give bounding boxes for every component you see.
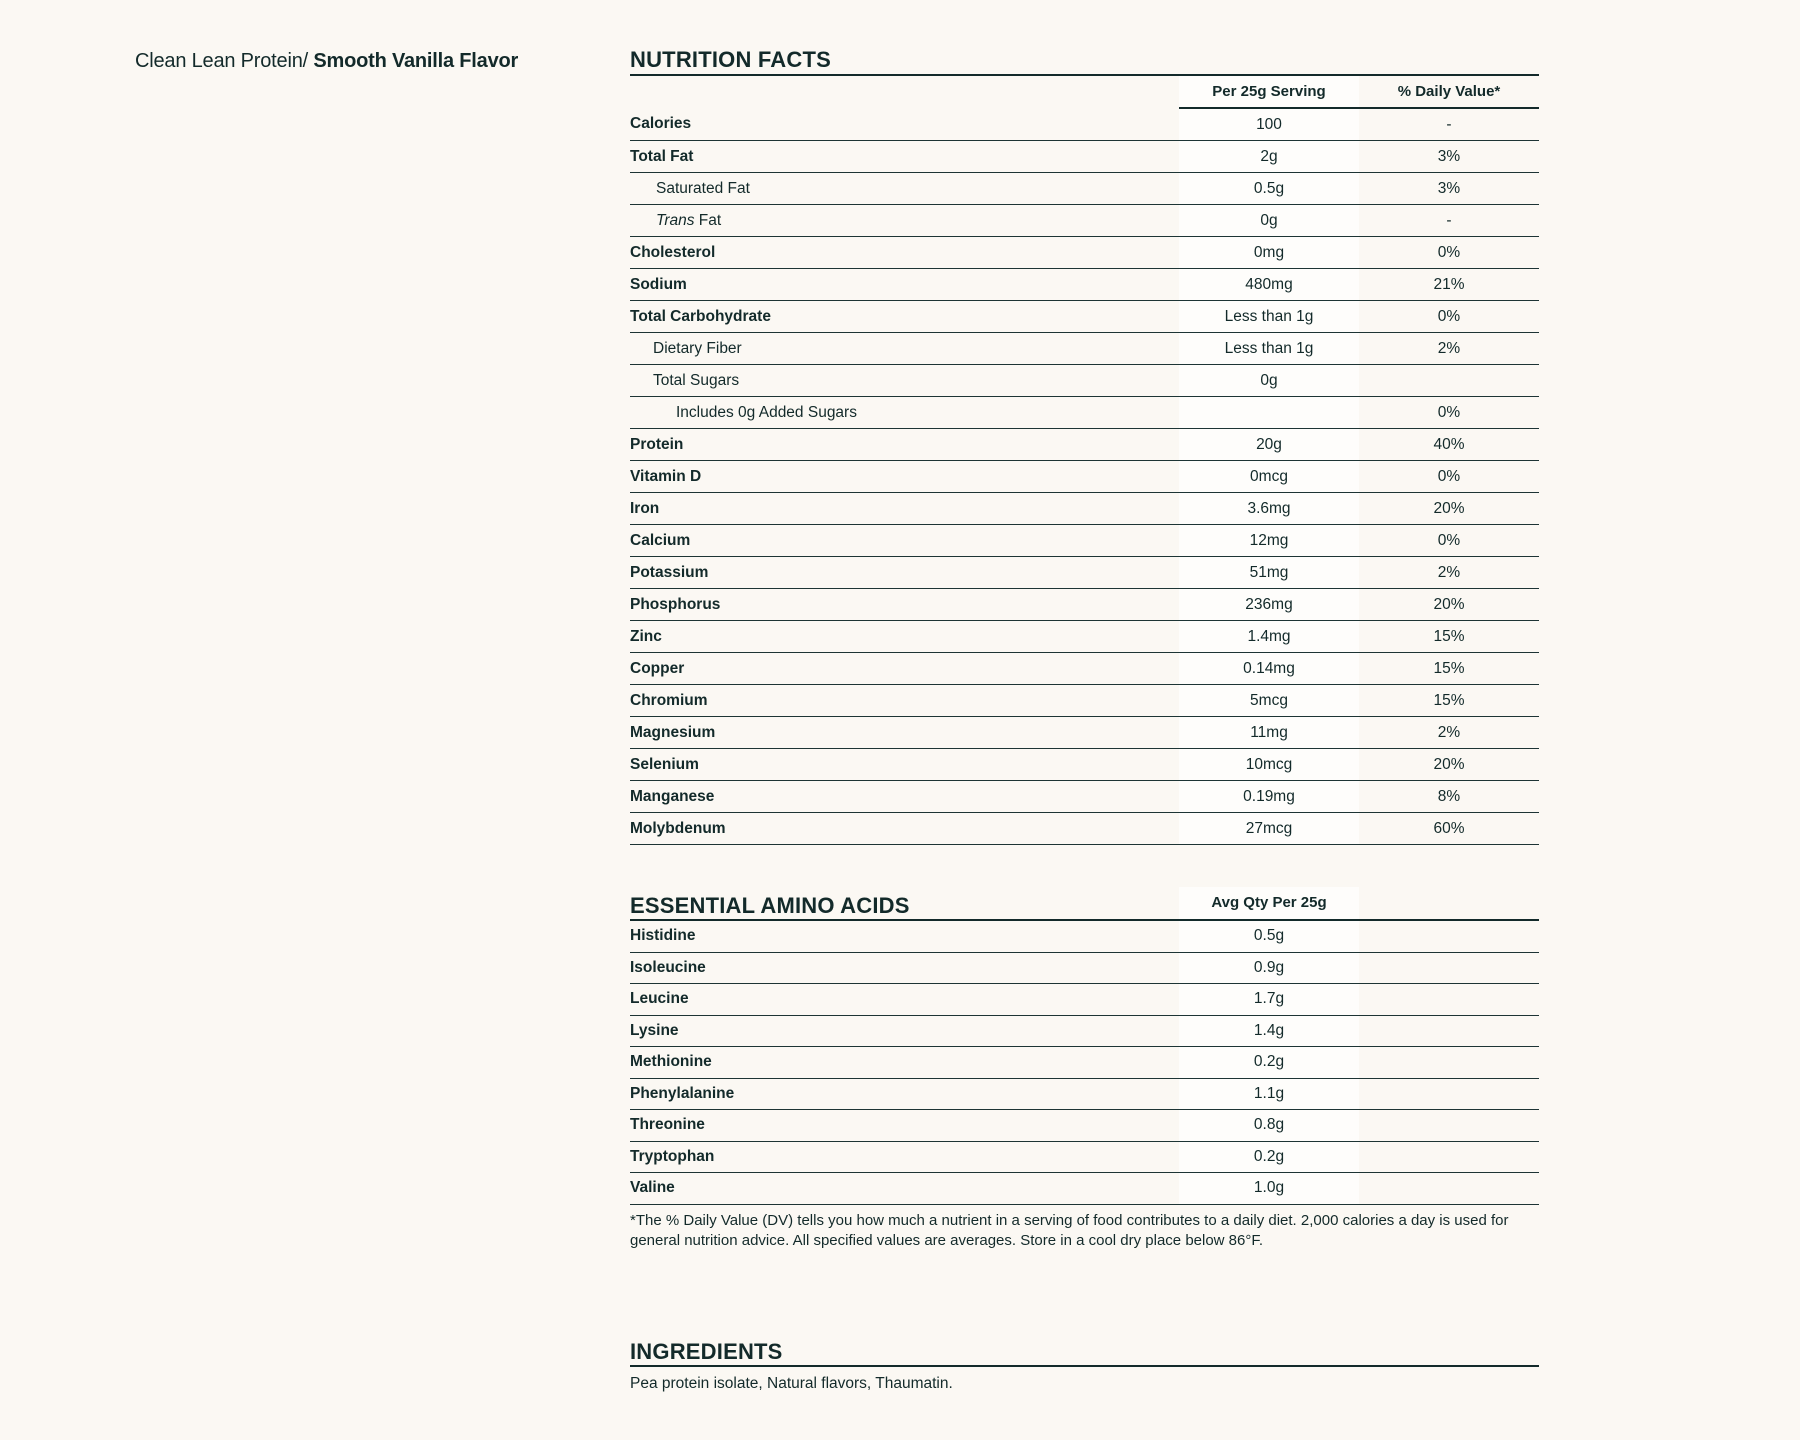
nutrition-row	[630, 108, 1539, 141]
nutrient-name: Zinc	[630, 621, 1179, 653]
amino-acid-name: Lysine	[630, 1015, 1179, 1047]
nutrient-daily-value: 3%	[1359, 173, 1539, 205]
serving-column-header: Per 25g Serving	[1179, 76, 1359, 108]
nutrient-name: Iron	[630, 493, 1179, 525]
nutrient-name	[630, 205, 1179, 237]
nutrient-amount: 51mg	[1179, 557, 1359, 589]
amino-acid-row	[630, 921, 1539, 952]
ingredients-text: Pea protein isolate, Natural flavors, Thaumatin.	[630, 1375, 953, 1392]
nutrient-name: Cholesterol	[630, 237, 1179, 269]
nutrient-name: Phosphorus	[630, 589, 1179, 621]
nutrient-name: Protein	[630, 429, 1179, 461]
nutrient-name: Vitamin D	[630, 461, 1179, 493]
amino-acid-empty-cell	[1359, 1141, 1539, 1173]
amino-acids-title: ESSENTIAL AMINO ACIDS	[630, 893, 910, 918]
nutrient-daily-value: 8%	[1359, 781, 1539, 813]
nutrient-daily-value: -	[1359, 108, 1539, 141]
nutrient-daily-value: 60%	[1359, 813, 1539, 845]
nutrition-row	[630, 173, 1539, 205]
nutrient-daily-value: 15%	[1359, 653, 1539, 685]
amino-acid-empty-cell	[1359, 1078, 1539, 1110]
amino-acid-empty-cell	[1359, 921, 1539, 952]
amino-acid-name: Tryptophan	[630, 1141, 1179, 1173]
nutrient-daily-value: 0%	[1359, 301, 1539, 333]
product-line: Clean Lean Protein/	[135, 50, 314, 72]
amino-acid-amount: 0.5g	[1179, 921, 1359, 952]
nutrient-name: Molybdenum	[630, 813, 1179, 845]
amino-acids-panel	[630, 887, 1539, 1251]
nutrient-daily-value: 2%	[1359, 333, 1539, 365]
nutrient-name: Manganese	[630, 781, 1179, 813]
nutrient-amount: 0g	[1179, 205, 1359, 237]
amino-acid-amount: 0.2g	[1179, 1047, 1359, 1079]
nutrient-amount: 10mcg	[1179, 749, 1359, 781]
ingredients-rule	[630, 1365, 1539, 1367]
amino-qty-column-header: Avg Qty Per 25g	[1179, 887, 1359, 919]
nutrient-daily-value: 21%	[1359, 269, 1539, 301]
amino-acids-table	[630, 921, 1539, 1205]
nutrition-row	[630, 333, 1539, 365]
nutrient-daily-value: 0%	[1359, 461, 1539, 493]
ingredients-panel	[630, 1341, 1539, 1393]
nutrition-row	[630, 141, 1539, 173]
nutrient-amount: 27mcg	[1179, 813, 1359, 845]
ingredients-header	[630, 1341, 1539, 1365]
amino-acid-amount: 1.7g	[1179, 984, 1359, 1016]
nutrition-row	[630, 557, 1539, 589]
nutrition-row	[630, 621, 1539, 653]
amino-acid-amount: 1.1g	[1179, 1078, 1359, 1110]
nutrient-name-italic: Trans	[656, 211, 695, 229]
nutrient-daily-value: 20%	[1359, 749, 1539, 781]
amino-acid-row	[630, 1110, 1539, 1142]
nutrient-amount: 0mcg	[1179, 461, 1359, 493]
nutrition-table	[630, 76, 1539, 845]
nutrient-name: Calcium	[630, 525, 1179, 557]
nutrient-amount: 236mg	[1179, 589, 1359, 621]
nutrient-daily-value: 20%	[1359, 589, 1539, 621]
amino-acid-name: Threonine	[630, 1110, 1179, 1142]
product-name	[135, 50, 518, 73]
amino-acid-empty-cell	[1359, 1047, 1539, 1079]
nutrient-daily-value: 0%	[1359, 525, 1539, 557]
nutrient-name: Dietary Fiber	[630, 333, 1179, 365]
nutrient-name: Chromium	[630, 685, 1179, 717]
nutrition-row	[630, 461, 1539, 493]
nutrition-row	[630, 717, 1539, 749]
nutrient-amount: 2g	[1179, 141, 1359, 173]
nutrition-facts-panel	[630, 49, 1539, 845]
daily-value-footnote: *The % Daily Value (DV) tells you how much a nutrient in a serving of food contributes to a daily diet. 2,000 calories a day is used for general nutrition advice. All specified values are averages. Store in a cool dry place below 86°F.	[630, 1211, 1509, 1249]
nutrition-row	[630, 397, 1539, 429]
nutrient-daily-value: 2%	[1359, 557, 1539, 589]
nutrient-daily-value	[1359, 365, 1539, 397]
nutrient-amount: 0.14mg	[1179, 653, 1359, 685]
amino-acid-amount: 0.9g	[1179, 952, 1359, 984]
amino-acid-name: Isoleucine	[630, 952, 1179, 984]
nutrient-daily-value: 40%	[1359, 429, 1539, 461]
amino-acid-amount: 1.0g	[1179, 1173, 1359, 1205]
nutrient-amount: 0mg	[1179, 237, 1359, 269]
nutrient-daily-value: 3%	[1359, 141, 1539, 173]
nutrient-amount: 11mg	[1179, 717, 1359, 749]
nutrient-daily-value: 0%	[1359, 397, 1539, 429]
amino-acid-name: Histidine	[630, 921, 1179, 952]
nutrient-amount: 480mg	[1179, 269, 1359, 301]
amino-acid-row	[630, 952, 1539, 984]
nutrient-amount	[1179, 397, 1359, 429]
nutrition-row	[630, 237, 1539, 269]
nutrient-name: Copper	[630, 653, 1179, 685]
nutrient-daily-value: -	[1359, 205, 1539, 237]
nutrition-row	[630, 301, 1539, 333]
nutrient-amount: 0g	[1179, 365, 1359, 397]
amino-acid-empty-cell	[1359, 1173, 1539, 1205]
amino-acid-row	[630, 984, 1539, 1016]
nutrient-amount: 5mcg	[1179, 685, 1359, 717]
nutrition-row	[630, 781, 1539, 813]
nutrition-row	[630, 813, 1539, 845]
amino-acid-empty-cell	[1359, 984, 1539, 1016]
nutrient-column-header	[630, 76, 1179, 108]
nutrition-header-row	[630, 76, 1539, 108]
nutrient-name: Sodium	[630, 269, 1179, 301]
nutrition-row	[630, 365, 1539, 397]
product-flavor: Smooth Vanilla Flavor	[313, 50, 519, 72]
nutrition-row	[630, 653, 1539, 685]
nutrient-name: Saturated Fat	[630, 173, 1179, 205]
nutrition-facts-title: NUTRITION FACTS	[630, 47, 831, 72]
amino-acid-empty-cell	[1359, 1110, 1539, 1142]
nutrition-row	[630, 685, 1539, 717]
ingredients-title: INGREDIENTS	[630, 1339, 783, 1364]
nutrient-amount: Less than 1g	[1179, 333, 1359, 365]
amino-acid-empty-cell	[1359, 1015, 1539, 1047]
nutrient-daily-value: 20%	[1359, 493, 1539, 525]
nutrient-name: Total Sugars	[630, 365, 1179, 397]
nutrient-amount: 0.19mg	[1179, 781, 1359, 813]
nutrient-amount: 20g	[1179, 429, 1359, 461]
nutrient-name: Calories	[630, 108, 1179, 141]
nutrient-daily-value: 15%	[1359, 685, 1539, 717]
amino-acid-empty-cell	[1359, 952, 1539, 984]
amino-acid-row	[630, 1141, 1539, 1173]
amino-acid-name: Phenylalanine	[630, 1078, 1179, 1110]
amino-acid-amount: 0.2g	[1179, 1141, 1359, 1173]
amino-acid-row	[630, 1078, 1539, 1110]
amino-acids-header	[630, 887, 1539, 921]
amino-acid-name: Leucine	[630, 984, 1179, 1016]
nutrient-name-rest: Fat	[694, 211, 722, 229]
amino-acid-amount: 0.8g	[1179, 1110, 1359, 1142]
nutrient-amount: 1.4mg	[1179, 621, 1359, 653]
nutrient-name: Potassium	[630, 557, 1179, 589]
amino-acid-row	[630, 1047, 1539, 1079]
amino-acid-name: Methionine	[630, 1047, 1179, 1079]
nutrition-row	[630, 749, 1539, 781]
nutrient-amount: 12mg	[1179, 525, 1359, 557]
daily-value-column-header: % Daily Value*	[1359, 76, 1539, 108]
nutrition-row	[630, 429, 1539, 461]
nutrient-daily-value: 2%	[1359, 717, 1539, 749]
nutrient-amount: Less than 1g	[1179, 301, 1359, 333]
amino-acid-row	[630, 1173, 1539, 1205]
nutrient-name: Total Fat	[630, 141, 1179, 173]
amino-acid-name: Valine	[630, 1173, 1179, 1205]
nutrient-name: Total Carbohydrate	[630, 301, 1179, 333]
nutrition-row	[630, 493, 1539, 525]
nutrient-amount: 0.5g	[1179, 173, 1359, 205]
nutrient-name: Includes 0g Added Sugars	[630, 397, 1179, 429]
nutrition-row	[630, 205, 1539, 237]
nutrition-row	[630, 525, 1539, 557]
nutrient-name: Magnesium	[630, 717, 1179, 749]
nutrition-row	[630, 589, 1539, 621]
nutrient-name: Selenium	[630, 749, 1179, 781]
nutrient-daily-value: 0%	[1359, 237, 1539, 269]
nutrient-daily-value: 15%	[1359, 621, 1539, 653]
amino-acid-row	[630, 1015, 1539, 1047]
nutrient-amount: 3.6mg	[1179, 493, 1359, 525]
amino-acid-amount: 1.4g	[1179, 1015, 1359, 1047]
nutrition-row	[630, 269, 1539, 301]
nutrient-amount: 100	[1179, 108, 1359, 141]
